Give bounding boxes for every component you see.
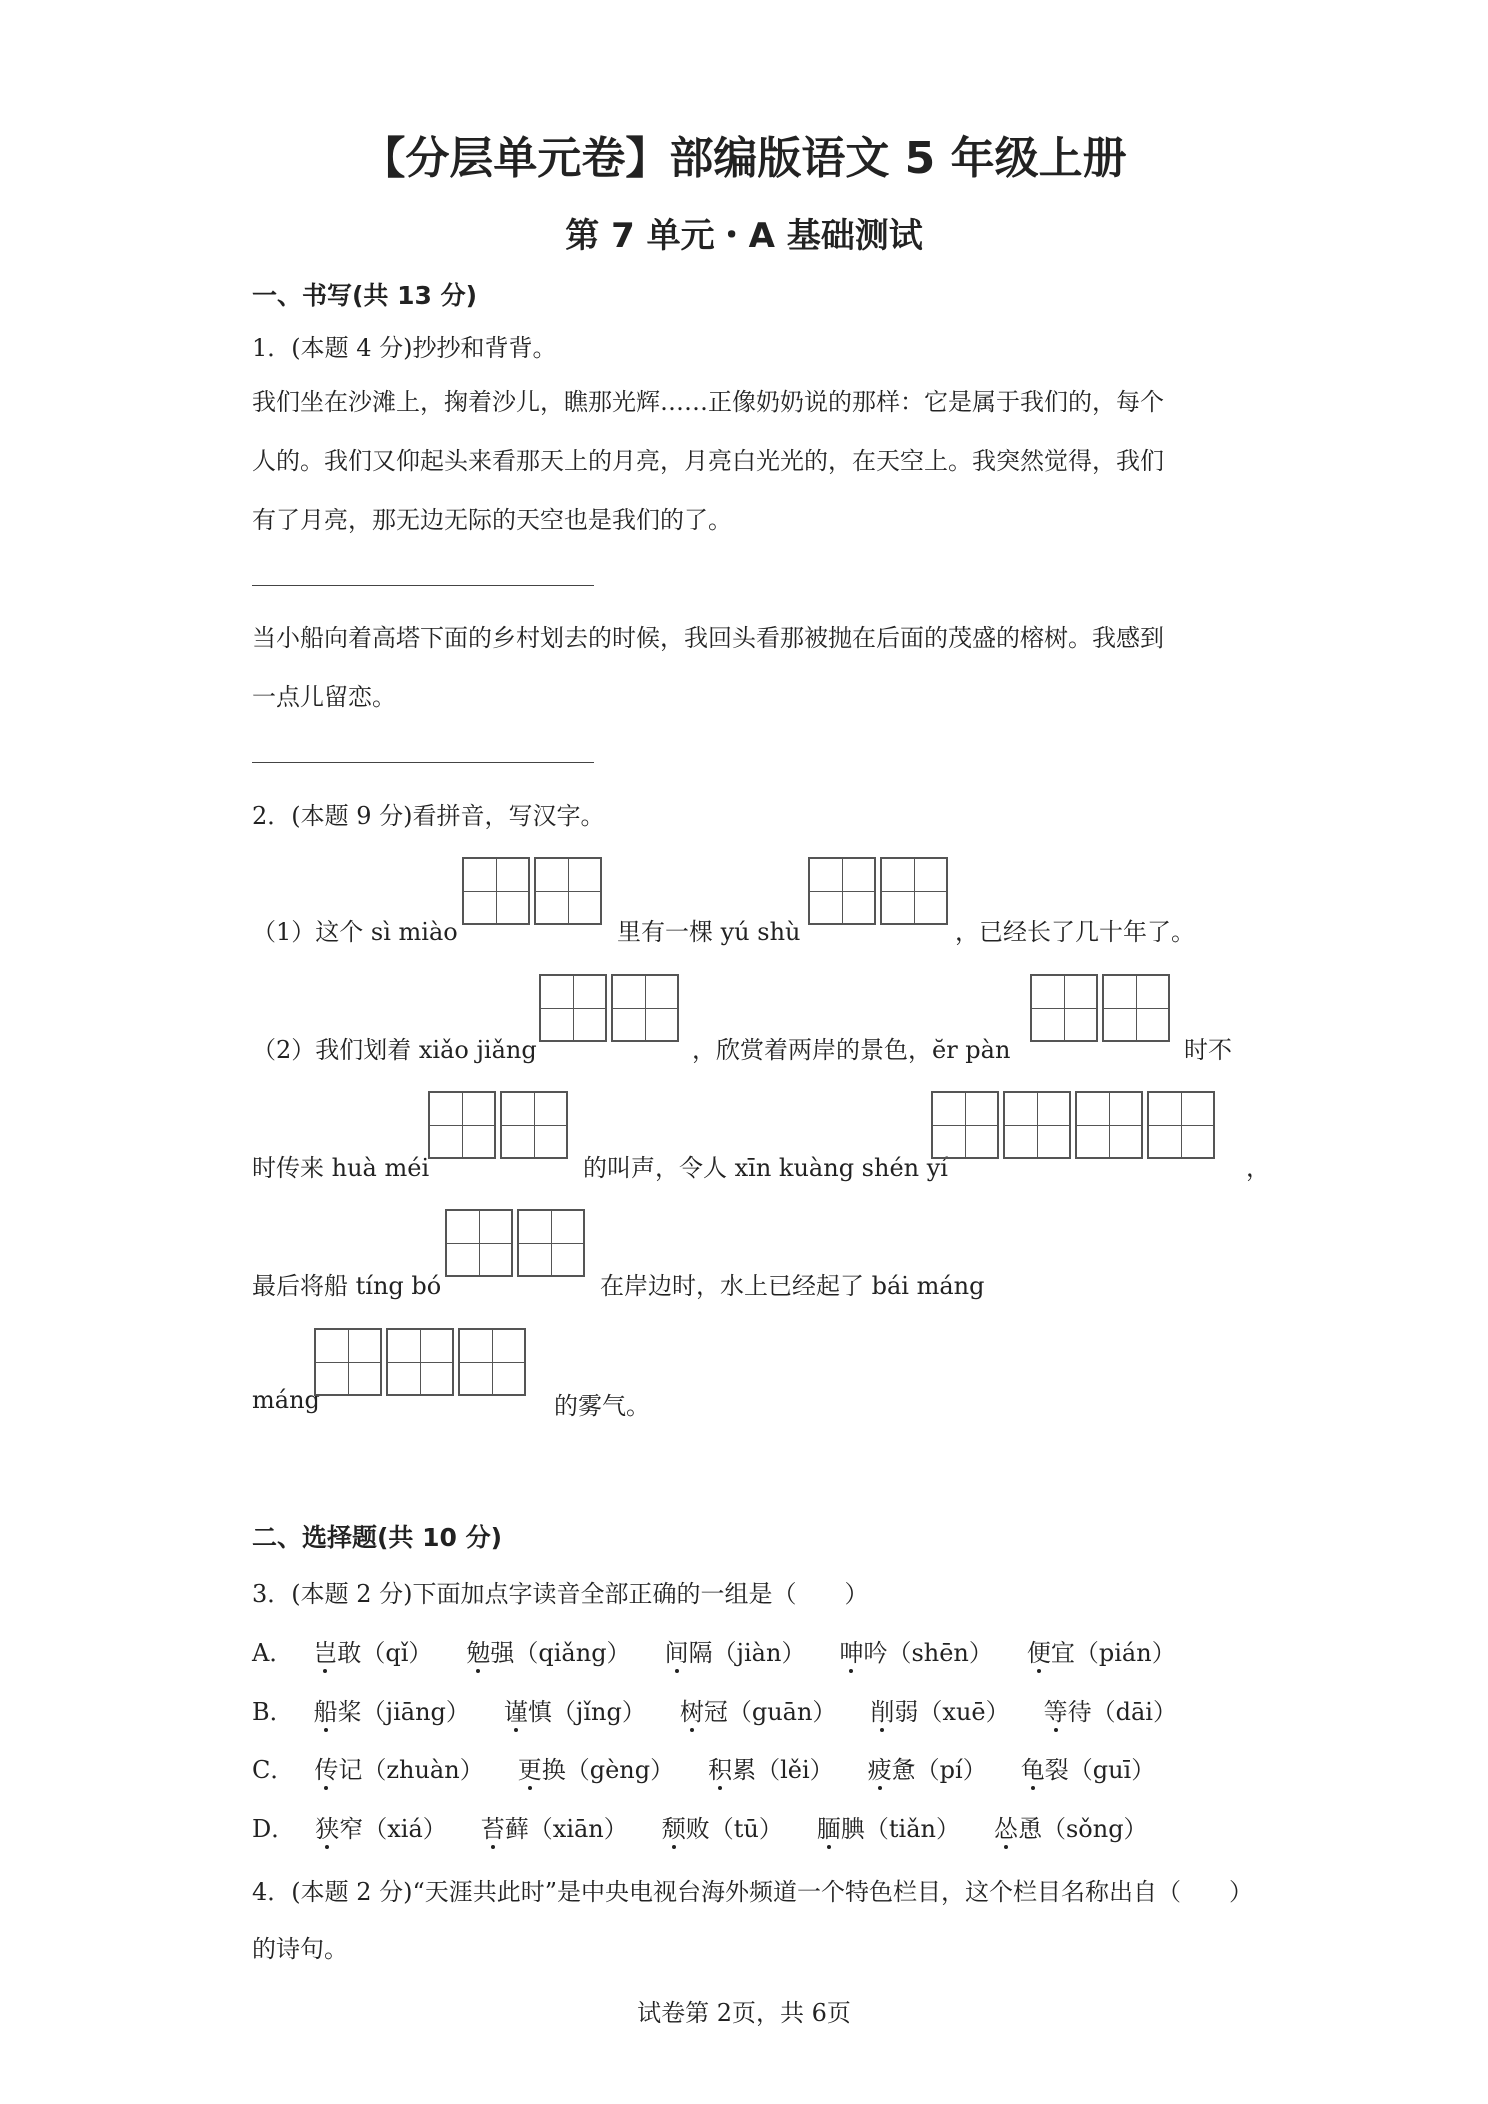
tianzige-box[interactable] [386, 1328, 454, 1396]
option-word: 树冠（guān） [679, 1698, 837, 1726]
dotted-character: 树 [679, 1698, 704, 1726]
dotted-character: 岂 [313, 1639, 338, 1667]
pinyin-text: 的叫声，令人 xīn kuàng shén yí [583, 1154, 948, 1182]
option-d[interactable] [252, 1809, 1148, 1844]
option-word: 削弱（xuē） [870, 1698, 1010, 1726]
dotted-character: 积 [708, 1756, 733, 1784]
pinyin-text: 的雾气。 [554, 1392, 650, 1420]
tianzige-box[interactable] [1003, 1091, 1071, 1159]
dotted-character: 等 [1043, 1698, 1068, 1726]
dotted-character: 谨 [503, 1698, 528, 1726]
exam-subtitle: 第 7 单元・A 基础测试 [565, 216, 923, 256]
tianzige-group-yu-shu[interactable] [808, 857, 952, 925]
passage-1-line: 我们坐在沙滩上，掬着沙儿，瞧那光辉……正像奶奶说的那样：它是属于我们的，每个 [252, 388, 1164, 416]
section-heading-writing: 一、书写(共 13 分) [252, 281, 478, 310]
question-4-line: 4．(本题 2 分)“天涯共此时”是中央电视台海外频道一个特色栏目，这个栏目名称出自（ ） [252, 1878, 1254, 1906]
option-word: 疲惫（pí） [867, 1756, 987, 1784]
dotted-character: 龟 [1020, 1756, 1045, 1784]
option-word: 龟裂（guī） [1020, 1756, 1156, 1784]
page-footer: 试卷第 2页，共 6页 [637, 1999, 851, 2027]
tianzige-box[interactable] [808, 857, 876, 925]
option-label: B． [252, 1698, 294, 1726]
option-word: 船桨（jiāng） [313, 1698, 470, 1726]
option-word: 腼腆（tiǎn） [816, 1815, 960, 1843]
dotted-character: 削 [870, 1698, 895, 1726]
pinyin-text: ，欣赏着两岸的景色，ĕr pàn [692, 1036, 1011, 1064]
option-word: 间隔（jiàn） [664, 1639, 806, 1667]
exam-title: 【分层单元卷】部编版语文 5 年级上册 [361, 133, 1127, 184]
option-word: 便宜（pián） [1026, 1639, 1176, 1667]
tianzige-box[interactable] [1102, 974, 1170, 1042]
tianzige-box[interactable] [539, 974, 607, 1042]
tianzige-group-xin-kuang-shen-yi[interactable] [931, 1091, 1219, 1159]
dotted-character: 更 [517, 1756, 542, 1784]
dotted-character: 颓 [661, 1815, 686, 1843]
option-word: 更换（gèng） [517, 1756, 675, 1784]
tianzige-box[interactable] [428, 1091, 496, 1159]
section-heading-choice: 二、选择题(共 10 分) [252, 1523, 503, 1552]
tianzige-group-si-miao[interactable] [462, 857, 606, 925]
tianzige-box[interactable] [931, 1091, 999, 1159]
pinyin-text: 时传来 huà méi [252, 1154, 430, 1182]
dotted-character: 疲 [867, 1756, 892, 1784]
tianzige-box[interactable] [880, 857, 948, 925]
pinyin-text: 在岸边时，水上已经起了 bái máng [600, 1272, 985, 1300]
answer-line[interactable] [252, 585, 594, 586]
dotted-character: 狭 [315, 1815, 340, 1843]
dotted-character: 怂 [993, 1815, 1018, 1843]
option-word: 怂恿（sǒng） [993, 1815, 1148, 1843]
tianzige-group-hua-mei[interactable] [428, 1091, 572, 1159]
pinyin-text: 里有一棵 yú shù [617, 918, 801, 946]
passage-1-line: 人的。我们又仰起头来看那天上的月亮，月亮白光光的，在天空上。我突然觉得，我们 [252, 447, 1164, 475]
tianzige-group-ting-bo[interactable] [445, 1209, 589, 1277]
option-word: 岂敢（qǐ） [313, 1639, 433, 1667]
pinyin-text: （1）这个 sì miào [252, 918, 458, 946]
tianzige-group-er-pan[interactable] [1030, 974, 1174, 1042]
option-word: 等待（dāi） [1043, 1698, 1177, 1726]
tianzige-box[interactable] [314, 1328, 382, 1396]
dotted-character: 腼 [816, 1815, 841, 1843]
tianzige-box[interactable] [611, 974, 679, 1042]
option-word: 颓败（tū） [661, 1815, 783, 1843]
pinyin-text: 最后将船 tíng bó [252, 1272, 442, 1300]
pinyin-text: ， [1246, 1154, 1270, 1182]
tianzige-group-xiao-jiang[interactable] [539, 974, 683, 1042]
tianzige-box[interactable] [462, 857, 530, 925]
option-b[interactable] [252, 1692, 1177, 1727]
option-word: 呻吟（shēn） [839, 1639, 993, 1667]
option-label: D． [252, 1815, 296, 1843]
question-4-line: 的诗句。 [252, 1935, 348, 1963]
option-c[interactable] [252, 1750, 1155, 1785]
passage-2-line: 当小船向着高塔下面的乡村划去的时候，我回头看那被抛在后面的茂盛的榕树。我感到 [252, 624, 1164, 652]
tianzige-box[interactable] [517, 1209, 585, 1277]
pinyin-text: （2）我们划着 xiǎo jiǎng [252, 1036, 537, 1064]
tianzige-box[interactable] [458, 1328, 526, 1396]
pinyin-text: máng [252, 1386, 320, 1414]
passage-1-line: 有了月亮，那无边无际的天空也是我们的了。 [252, 506, 732, 534]
tianzige-box[interactable] [1075, 1091, 1143, 1159]
dotted-character: 间 [664, 1639, 689, 1667]
answer-line[interactable] [252, 762, 594, 763]
dotted-character: 便 [1026, 1639, 1051, 1667]
option-word: 传记（zhuàn） [314, 1756, 484, 1784]
option-word: 狭窄（xiá） [315, 1815, 447, 1843]
dotted-character: 传 [314, 1756, 339, 1784]
option-label: A． [252, 1639, 294, 1667]
option-a[interactable] [252, 1633, 1176, 1668]
dotted-character: 船 [313, 1698, 338, 1726]
tianzige-box[interactable] [1030, 974, 1098, 1042]
dotted-character: 勉 [466, 1639, 491, 1667]
option-label: C． [252, 1756, 295, 1784]
question-2-stem: 2．(本题 9 分)看拼音，写汉字。 [252, 802, 605, 830]
tianzige-box[interactable] [500, 1091, 568, 1159]
question-3-stem: 3．(本题 2 分)下面加点字读音全部正确的一组是（ ） [252, 1580, 869, 1608]
tianzige-group-bai-mang-mang[interactable] [314, 1328, 530, 1396]
passage-2-line: 一点儿留恋。 [252, 683, 396, 711]
pinyin-text: 时不 [1184, 1036, 1232, 1064]
option-word: 苔藓（xiān） [480, 1815, 628, 1843]
pinyin-text: ，已经长了几十年了。 [955, 918, 1195, 946]
option-word: 积累（lěi） [708, 1756, 834, 1784]
option-word: 勉强（qiǎng） [466, 1639, 631, 1667]
dotted-character: 呻 [839, 1639, 864, 1667]
tianzige-box[interactable] [1147, 1091, 1215, 1159]
tianzige-box[interactable] [445, 1209, 513, 1277]
question-1-stem: 1．(本题 4 分)抄抄和背背。 [252, 334, 557, 362]
dotted-character: 苔 [480, 1815, 505, 1843]
option-word: 谨慎（jǐng） [503, 1698, 646, 1726]
tianzige-box[interactable] [534, 857, 602, 925]
